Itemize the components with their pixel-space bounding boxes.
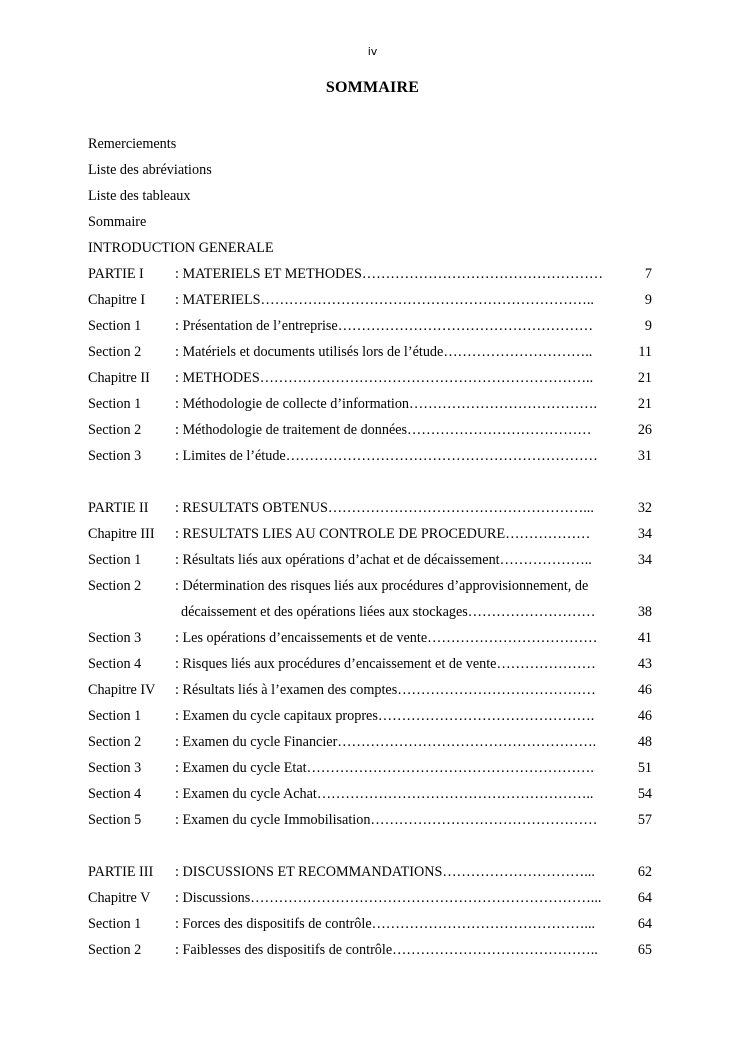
toc-entry-continuation[interactable] [88, 599, 658, 625]
toc-entry[interactable] [88, 339, 658, 365]
toc-entry-label: Section 4 [88, 785, 142, 802]
toc-entry-text: Remerciements [88, 136, 177, 152]
toc-entry-label: Chapitre II [88, 370, 150, 386]
toc-entry-text: INTRODUCTION GENERALE [88, 240, 274, 256]
toc-entry[interactable] [88, 755, 658, 781]
toc-entry-text: : Examen du cycle Etat……………………………………………………. [175, 759, 594, 776]
toc-entry-page: 64 [637, 915, 652, 932]
toc-entry[interactable] [88, 859, 658, 885]
toc-entry[interactable] [88, 365, 658, 391]
toc-part-3 [88, 859, 658, 963]
toc-entry-page: 46 [637, 681, 652, 698]
toc-entry-label: Section 3 [88, 759, 142, 776]
toc-entry-text: : Examen du cycle Immobilisation………………………………………… [175, 811, 598, 828]
spacer [88, 833, 658, 859]
toc-entry-text: : Risques liés aux procédures d’encaissement et de vente………………… [175, 655, 596, 672]
toc-entry-text: Liste des abréviations [88, 162, 212, 178]
toc-entry-label: Section 1 [88, 551, 142, 568]
front-matter [88, 131, 658, 261]
toc-entry-page: 21 [637, 396, 652, 412]
toc-front-matter-item[interactable] [88, 157, 658, 183]
toc-entry-text: : Résultats liés à l’examen des comptes…………………………………… [175, 681, 596, 698]
toc-entry-page: 34 [637, 551, 652, 568]
toc-entry-text: Liste des tableaux [88, 188, 191, 204]
toc-entry-page: 31 [637, 448, 652, 464]
toc-front-matter-item[interactable] [88, 209, 658, 235]
toc-entry-label: Section 3 [88, 629, 142, 646]
toc-entry-label: PARTIE II [88, 499, 149, 516]
toc-entry-label: Section 1 [88, 396, 142, 412]
toc-entry[interactable] [88, 937, 658, 963]
toc-entry-text: : MATERIELS…………………………………………………………….. [175, 292, 594, 308]
toc-entry[interactable] [88, 625, 658, 651]
toc-entry-text: Sommaire [88, 214, 147, 230]
toc-entry[interactable] [88, 677, 658, 703]
toc-entry-label: Section 1 [88, 915, 142, 932]
toc-entry-page: 26 [637, 422, 652, 438]
toc-entry-text: : Limites de l’étude………………………………………………………… [175, 448, 598, 464]
toc-entry[interactable] [88, 261, 658, 287]
toc-entry[interactable] [88, 495, 658, 521]
toc-entry-label: Chapitre III [88, 525, 155, 542]
toc-entry-text: : Détermination des risques liés aux procédures d’approvisionnement, de [175, 577, 589, 594]
toc-entry-page: 32 [637, 499, 652, 516]
page-number: iv [367, 45, 378, 58]
table-of-contents [88, 131, 658, 963]
toc-entry-label: Section 2 [88, 941, 142, 958]
toc-entry[interactable] [88, 807, 658, 833]
toc-front-matter-item[interactable] [88, 183, 658, 209]
toc-entry-page: 9 [644, 292, 652, 308]
toc-entry-text: : Examen du cycle Achat………………………………………………….. [175, 785, 594, 802]
toc-entry[interactable] [88, 521, 658, 547]
toc-entry-page: 43 [637, 655, 652, 672]
toc-entry-page: 48 [637, 733, 652, 750]
toc-entry-label: Section 4 [88, 655, 142, 672]
toc-entry[interactable] [88, 443, 658, 469]
toc-entry-text: : Matériels et documents utilisés lors de l’étude………………………….. [175, 344, 593, 360]
toc-entry-label: Section 5 [88, 811, 142, 828]
toc-entry-text: : Discussions………………………………………………………………... [175, 889, 602, 906]
toc-entry-page: 41 [637, 629, 652, 646]
toc-entry[interactable] [88, 313, 658, 339]
toc-part-1 [88, 261, 658, 469]
toc-entry-label: Section 2 [88, 344, 142, 360]
toc-entry-text: : Forces des dispositifs de contrôle………………………………………... [175, 915, 596, 932]
toc-entry-page: 46 [637, 707, 652, 724]
toc-entry-text: : DISCUSSIONS ET RECOMMANDATIONS…………………………... [175, 863, 595, 880]
toc-entry-text: décaissement et des opérations liées aux stockages……………………… [181, 603, 596, 620]
toc-entry-label: Section 3 [88, 448, 142, 464]
toc-entry[interactable] [88, 287, 658, 313]
toc-entry-page: 62 [637, 863, 652, 880]
toc-entry-label: Section 2 [88, 577, 142, 594]
toc-entry-page: 54 [637, 785, 652, 802]
toc-entry[interactable] [88, 911, 658, 937]
toc-entry-text: : Méthodologie de traitement de données………………………………… [175, 422, 592, 438]
toc-entry[interactable] [88, 417, 658, 443]
toc-entry[interactable] [88, 885, 658, 911]
toc-entry-text: : Méthodologie de collecte d’information…………………………………. [175, 396, 598, 412]
toc-entry-page: 11 [638, 344, 652, 360]
toc-entry-label: Chapitre IV [88, 681, 156, 698]
toc-entry[interactable] [88, 651, 658, 677]
page-title: SOMMAIRE [325, 79, 420, 96]
toc-entry-text: : MATERIELS ET METHODES…………………………………………… [175, 266, 604, 282]
toc-entry-label: Section 2 [88, 422, 142, 438]
toc-entry-page: 21 [637, 370, 652, 386]
toc-part-2-continued [88, 625, 658, 833]
toc-entry[interactable] [88, 391, 658, 417]
spacer [88, 469, 658, 495]
toc-entry-text: : METHODES…………………………………………………………….. [175, 370, 594, 386]
toc-entry-text: : Résultats liés aux opérations d’achat et de décaissement……………….. [175, 551, 592, 568]
toc-entry[interactable] [88, 781, 658, 807]
toc-entry-label: PARTIE III [88, 863, 154, 880]
toc-entry-page: 38 [637, 603, 652, 620]
toc-entry[interactable] [88, 547, 658, 573]
toc-entry-text: : RESULTATS OBTENUS………………………………………………... [175, 499, 594, 516]
toc-front-matter-item[interactable] [88, 131, 658, 157]
toc-part-2 [88, 495, 658, 573]
toc-entry[interactable] [88, 573, 658, 599]
toc-entry-text: : Examen du cycle capitaux propres………………………………………. [175, 707, 595, 724]
toc-front-matter-item[interactable] [88, 235, 658, 261]
toc-entry-label: Section 1 [88, 318, 142, 334]
toc-entry-text: : Les opérations d’encaissements et de vente……………………………… [175, 629, 598, 646]
toc-entry-label: Chapitre I [88, 292, 146, 308]
toc-entry-page: 9 [644, 318, 652, 334]
toc-entry-label: Section 2 [88, 733, 142, 750]
toc-entry-page: 51 [637, 759, 652, 776]
toc-entry-page: 64 [637, 889, 652, 906]
toc-entry[interactable] [88, 729, 658, 755]
toc-entry-text: : Examen du cycle Financier………………………………………………. [175, 733, 597, 750]
toc-entry-text: : Présentation de l’entreprise……………………………………………… [175, 318, 594, 334]
toc-entry-page: 7 [644, 266, 652, 282]
toc-entry-label: Chapitre V [88, 889, 151, 906]
toc-entry[interactable] [88, 703, 658, 729]
toc-entry-page: 57 [637, 811, 652, 828]
toc-entry-page: 65 [637, 941, 652, 958]
toc-entry-text: : RESULTATS LIES AU CONTROLE DE PROCEDURE……………… [175, 525, 591, 542]
toc-entry-text: : Faiblesses des dispositifs de contrôle…………………………………….. [175, 941, 598, 958]
toc-entry-label: Section 1 [88, 707, 142, 724]
toc-entry-label: PARTIE I [88, 266, 144, 282]
toc-entry-page: 34 [637, 525, 652, 542]
